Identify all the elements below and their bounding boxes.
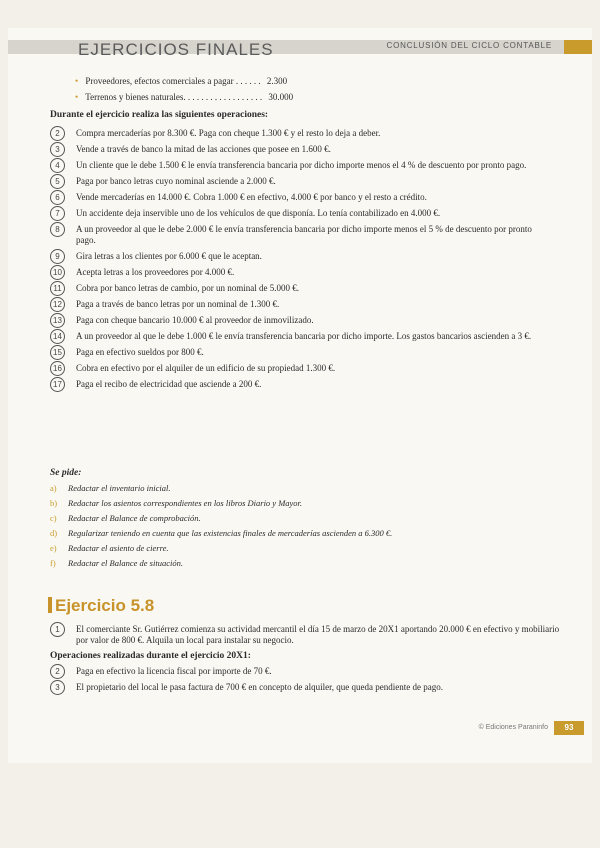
bullet-icon: • [75,92,79,102]
item-text: Paga a través de banco letras por un nominal de 1.300 €. [76,299,280,309]
item-number: 7 [50,206,65,221]
header-accent [564,40,592,54]
se-pide-title: Se pide: [50,468,82,478]
item-text: Acepta letras a los proveedores por 4.000 €. [76,267,235,277]
asset-item [75,76,293,92]
asset-list [75,76,293,108]
asset-value: 30.000 [268,92,294,102]
task-letter: c) [50,513,57,523]
item-text: Compra mercaderías por 8.300 €. Paga con cheque 1.300 € y el resto lo deja a deber. [76,128,381,138]
operation-item [50,224,550,246]
operation-item [50,666,560,677]
exercise-item [50,624,560,646]
exercise-subheading: Operaciones realizadas durante el ejercicio 20X1: [50,651,251,661]
item-text: Cobra en efectivo por el alquiler de un edificio de su propiedad 1.300 €. [76,363,336,373]
task-item [50,513,392,524]
item-text: Vende a través de banco la mitad de las acciones que posee en 1.600 €. [76,144,331,154]
item-text: Gira letras a los clientes por 6.000 € que le aceptan. [76,251,262,261]
operation-item [50,682,560,693]
item-number: 16 [50,361,65,376]
item-number: 8 [50,222,65,237]
operation-item [50,331,550,342]
item-text: El comerciante Sr. Gutiérrez comienza su actividad mercantil el día 15 de marzo de 20X1 aportando 20.000 € en efectivo y mobiliario por valor de 800 €. Alquila un local para instalar su negocio. [76,624,560,645]
item-text: Paga con cheque bancario 10.000 € al proveedor de inmovilizado. [76,315,314,325]
operation-item [50,208,550,219]
operation-item [50,347,550,358]
operation-item [50,251,550,262]
operation-item [50,176,550,187]
task-item [50,558,392,569]
task-text: Redactar los asientos correspondientes en los libros Diario y Mayor. [68,498,303,508]
section-title: EJERCICIOS FINALES [78,40,274,59]
operations-list [50,110,550,395]
operation-item [50,192,550,203]
publisher-credit: © Ediciones Paraninfo [478,724,548,731]
operation-item [50,379,550,390]
task-item [50,528,392,539]
item-number: 3 [50,680,65,695]
item-text: Paga en efectivo la licencia fiscal por importe de 70 €. [76,666,272,676]
item-number: 5 [50,174,65,189]
operation-item [50,363,550,374]
item-text: Cobra por banco letras de cambio, por un nominal de 5.000 €. [76,283,299,293]
item-number: 2 [50,664,65,679]
item-number: 15 [50,345,65,360]
item-number: 3 [50,142,65,157]
task-item [50,483,392,494]
exercise-title-text: Ejercicio 5.8 [55,596,155,615]
operations-heading: Durante el ejercicio realiza las siguientes operaciones: [50,110,269,120]
item-text: Paga en efectivo sueldos por 800 €. [76,347,204,357]
item-number: 1 [50,622,65,637]
operation-item [50,299,550,310]
item-text: Un accidente deja inservible uno de los vehículos de que disponía. Lo tenía contabilizado en 4.000 €. [76,208,441,218]
page-number: 93 [554,721,584,735]
item-number: 6 [50,190,65,205]
item-number: 14 [50,329,65,344]
chapter-header: CONCLUSIÓN DEL CICLO CONTABLE [386,41,552,50]
operation-item [50,315,550,326]
item-number: 11 [50,281,65,296]
se-pide-section [50,468,392,573]
operation-item [50,144,550,155]
item-number: 2 [50,126,65,141]
task-item [50,543,392,554]
task-text: Redactar el asiento de cierre. [68,543,169,553]
asset-label: Terrenos y bienes naturales. . . . . . . . . . . . . . . . . . [85,92,263,102]
exercise-list [50,624,560,698]
task-letter: a) [50,483,57,493]
task-letter: e) [50,543,57,553]
item-text: A un proveedor al que le debe 2.000 € le envía transferencia bancaria por dicho importe menos el 5 % de descuento por pronto pago. [76,224,532,245]
asset-item [75,92,293,108]
task-text: Redactar el Balance de comprobación. [68,513,201,523]
task-text: Redactar el Balance de situación. [68,558,183,568]
item-text: A un proveedor al que le debe 1.000 € le envía transferencia bancaria por dicho importe. Los gastos bancarios ascienden a 3 €. [76,331,532,341]
item-text: Vende mercaderías en 14.000 €. Cobra 1.000 € en efectivo, 4.000 € por banco y el resto a crédito. [76,192,427,202]
item-text: El propietario del local le pasa factura de 700 € en concepto de alquiler, que queda pendiente de pago. [76,682,443,692]
task-item [50,498,392,509]
task-text: Redactar el inventario inicial. [68,483,171,493]
item-text: Paga el recibo de electricidad que asciende a 200 €. [76,379,262,389]
item-number: 13 [50,313,65,328]
task-letter: d) [50,528,58,538]
asset-label: Proveedores, efectos comerciales a pagar . . . . . . [85,76,261,86]
task-letter: b) [50,498,58,508]
bullet-icon: • [75,76,79,86]
item-number: 10 [50,265,65,280]
item-text: Paga por banco letras cuyo nominal asciende a 2.000 €. [76,176,276,186]
operation-item [50,283,550,294]
item-number: 9 [50,249,65,264]
operation-item [50,267,550,278]
task-letter: f) [50,558,56,568]
operation-item [50,160,550,171]
title-bar-icon [48,597,52,613]
item-number: 4 [50,158,65,173]
item-number: 12 [50,297,65,312]
task-text: Regularizar teniendo en cuenta que las existencias finales de mercaderías ascienden a 6.300 €. [68,528,393,538]
item-number: 17 [50,377,65,392]
exercise-title [48,596,154,616]
operation-item [50,128,550,139]
item-text: Un cliente que le debe 1.500 € le envía transferencia bancaria por dicho importe menos el 4 % de descuento por pronto pago. [76,160,527,170]
asset-value: 2.300 [266,76,288,86]
